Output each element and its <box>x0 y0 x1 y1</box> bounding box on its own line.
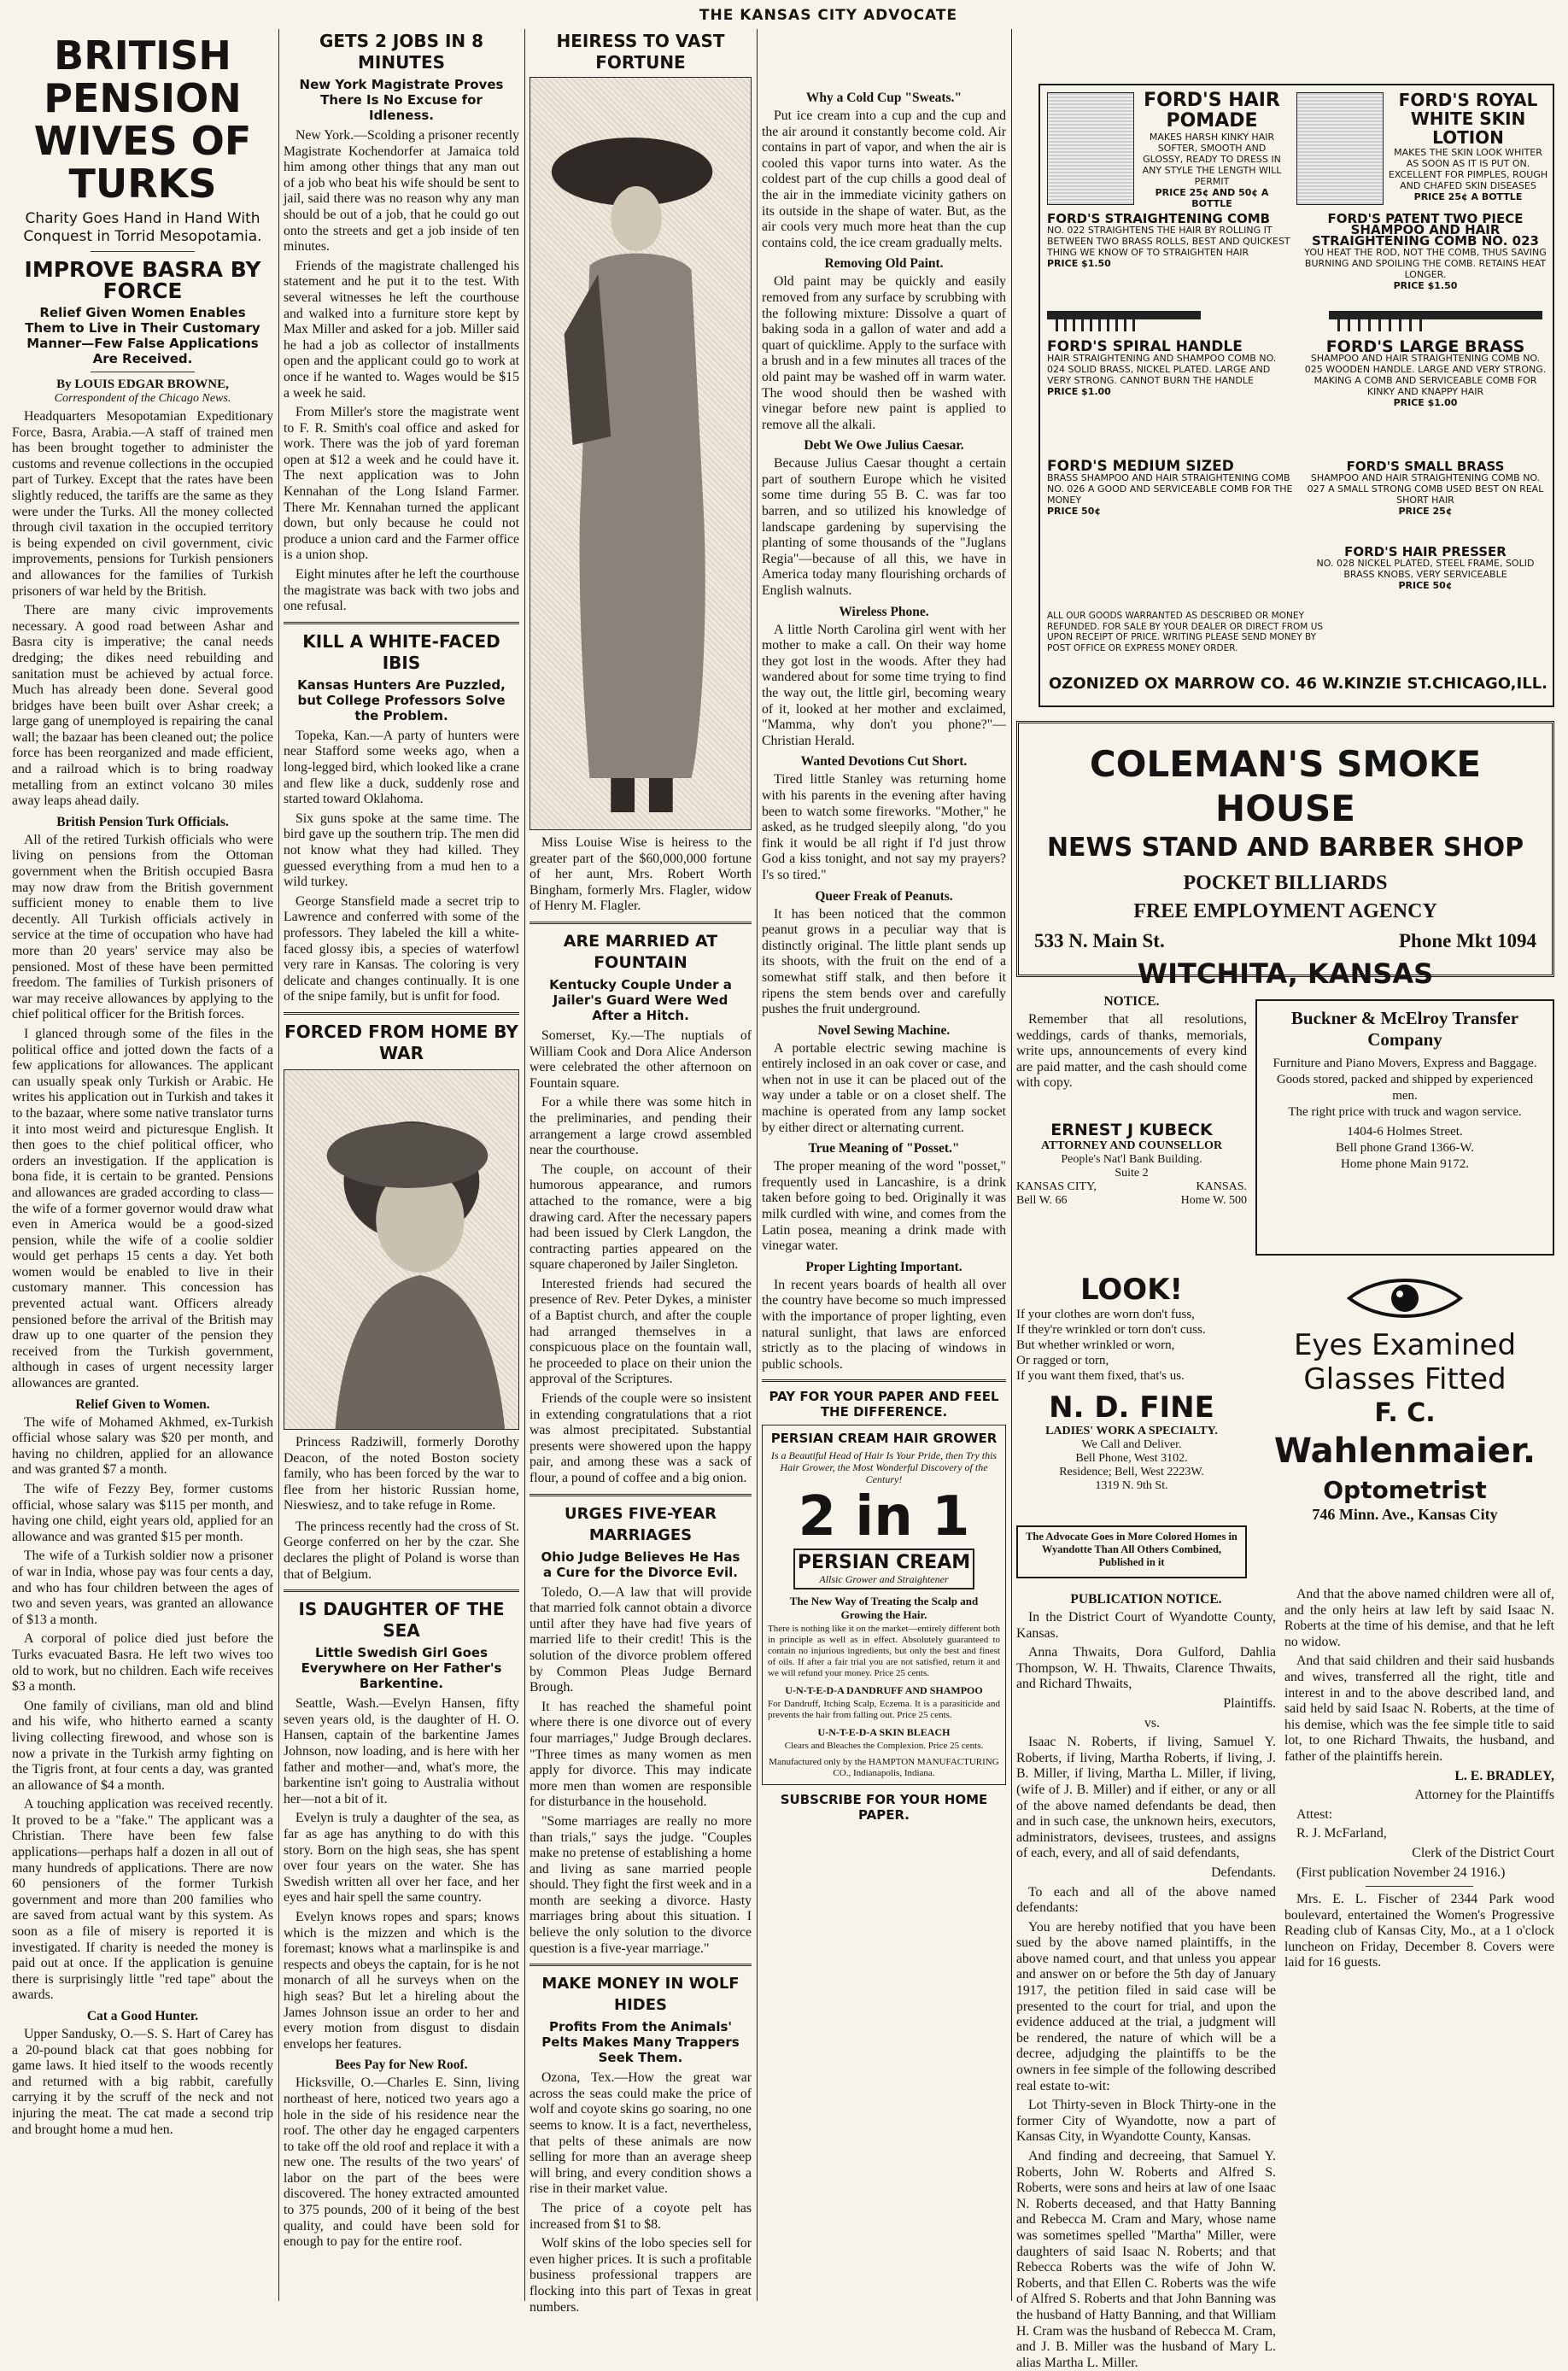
look-line: Or ragged or torn, <box>1016 1354 1109 1367</box>
ad-item-body: For Dandruff, Itching Scalp, Eczema. It is a parasiticide and prevents the hair from falling out. Price 25 cents. <box>768 1699 1000 1721</box>
fords-comb-price: PRICE $1.50 <box>1047 258 1111 269</box>
headline-british-pension: BRITISH PENSION WIVES OF TURKS <box>33 32 252 207</box>
fords-patent-desc: YOU HEAT THE ROD, NOT THE COMB, THUS SAVING BURNING AND SPOILING THE COMB. RETAINS HEAT LONGER. <box>1304 247 1547 280</box>
fords-presser-price: PRICE 50¢ <box>1398 580 1453 591</box>
paragraph: A portable electric sewing machine is entirely inclosed in an oak cover or case, and when not in use it can be placed out of the way under a table or on a closet shelf. The machine is operated from any lamp socket by either direct or alternating current. <box>762 1040 1006 1135</box>
paragraph: Headquarters Mesopotamian Expeditionary Force, Basra, Arabia.—A staff of trained men has been brought together to administer the customs and revenue collections in the occupied part of Turkey. Except that the rates have been slightly reduced, the tariffs are the same as they were under the Turks. All the money collected through civil taxation in the occupied territory is being expended on civil government, civic improvements, pensions for Turkish pensioners and allowances for the families of Turkish prisoners of war held by the British. <box>12 409 273 599</box>
colemans-line4: FREE EMPLOYMENT AGENCY <box>1133 900 1437 922</box>
publication-notice-cont <box>1284 1587 1554 2284</box>
deck: Relief Given Women Enables Them to Live in Their Customary Manner—Few False Applications Are Received. <box>25 305 260 366</box>
headline-wolf-hides: MAKE MONEY IN WOLF HIDES <box>541 1975 740 2015</box>
paragraph: Six guns spoke at the same time. The bird gave up the southern trip. The men did not know what they had killed. They guessed everything from a mud hen to a wild turkey. <box>284 811 519 890</box>
paragraph: It has reached the shameful point where there is one divorce out of every four marriages," Judge Brough declares. "Three times as many women as men apply for divorce. This may indicate more men than women are responsible for disturbance in the household. <box>529 1699 752 1810</box>
kubeck-state: KANSAS. <box>1196 1180 1247 1193</box>
comb-icon <box>1047 299 1549 333</box>
photo-princess-radziwill <box>284 1069 519 1430</box>
colemans-line3: POCKET BILLIARDS <box>1183 872 1388 894</box>
notice-body: Remember that all resolutions, weddings, cards of thanks, memorials, write ups, announcements of every kind are paid matter, and the cash should come with copy. <box>1016 1012 1247 1091</box>
paragraph: From Miller's store the magistrate went to F. R. Smith's coal office and asked for work. There was the job of yard foreman open at $12 a week and he could have it. The next application was to John Kennahan of the Long Island Farmer. There Mr. Kennahan turned the applicant down, but only because he could not produce a union card and the Farmer office is a union shop. <box>284 405 519 563</box>
portrait-illustration <box>530 78 751 829</box>
look-line: If you want them fixed, that's us. <box>1016 1369 1185 1383</box>
fords-medium-title: FORD'S MEDIUM SIZED <box>1047 458 1234 475</box>
headline-gets-2-jobs: GETS 2 JOBS IN 8 MINUTES <box>319 31 484 73</box>
paragraph: Somerset, Ky.—The nuptials of William Cook and Dora Alice Anderson were celebrated the other afternoon on Fountain square. <box>529 1027 752 1091</box>
eyes-name: Wahlenmaier. <box>1273 1431 1536 1471</box>
subhead: Why a Cold Cup "Sweats." <box>805 91 962 105</box>
divider <box>762 1379 1006 1382</box>
fords-ad <box>1039 84 1554 707</box>
pub-court: In the District Court of Wyandotte County, Kansas. <box>1016 1610 1276 1641</box>
fords-small-price: PRICE 25¢ <box>1398 506 1453 517</box>
ad-title: PERSIAN CREAM HAIR GROWER <box>770 1431 998 1447</box>
fords-presser-desc: NO. 028 NICKEL PLATED, STEEL FRAME, SOLID BRASS KNOBS, VERY SERVICEABLE <box>1316 558 1535 580</box>
paragraph: Evelyn is truly a daughter of the sea, as far as age has anything to do with this story. Born on the high seas, she has spent over four years on the water. She has Swedish written all over her face, and her eyes and hair spell the same country. <box>284 1811 519 1906</box>
subhead: British Pension Turk Officials. <box>56 814 229 829</box>
fords-presser <box>1302 544 1549 591</box>
ad-logo: PERSIAN CREAM <box>797 1552 971 1574</box>
kubeck-phone-row <box>1016 1194 1247 1208</box>
paragraph: Tired little Stanley was returning home with his parents in the evening after having been to watch some fireworks. "Mother," he asked, as he trudged sleepily along, "do you fink it would be all right if I'd just throw God a kiss tonight, and not say my prayers? I's so tired." <box>762 772 1006 882</box>
paragraph: Put ice cream into a cup and the cup and the air around it constantly become cold. Air contains in part of vapor, and when the air is cooled this vapor turns into water. As the coldest part of the cup chills a good deal of the air in the immediate vicinity gathers on its outside in the shape of water. But, as the air cools very much more heat than the cup contains cold, the ice cream gradually melts. <box>762 108 1006 250</box>
notice-title: NOTICE. <box>1103 994 1160 1009</box>
kubeck-bldg: People's Nat'l Bank Building. <box>1061 1153 1202 1166</box>
column-4 <box>762 29 1006 2306</box>
paragraph: A touching application was received recently. It proved to be a "fake." The applicant was a Christian. There have been few false applications—perhaps half a dozen in all out of many hundreds of applications. There are now 60 pensioners of the former Turkish government and more than 200 families who are saved from actual want by this system. As soon as a file of misery is reported it is investigated. If charity is needed the money is paid out at once. If the application is genuine there is surprisingly little "red tape" about the awards. <box>12 1797 273 2003</box>
fords-spiral-desc: HAIR STRAIGHTENING AND SHAMPOO COMB NO. 024 SOLID BRASS, NICKEL PLATED. LARGE AND VERY STRONG. CANNOT BURN THE HANDLE <box>1047 353 1277 386</box>
deck: New York Magistrate Proves There Is No Excuse for Idleness. <box>299 77 504 123</box>
subhead: True Meaning of "Posset." <box>808 1141 960 1156</box>
photo-louise-wise <box>529 77 752 830</box>
fords-patent-comb <box>1302 211 1549 291</box>
headline-married-at-fountain: ARE MARRIED AT FOUNTAIN <box>563 931 718 972</box>
pub-title: PUBLICATION NOTICE. <box>1070 1592 1222 1607</box>
fords-large-desc: SHAMPOO AND HAIR STRAIGHTENING COMB NO. 025 WOODEN HANDLE. LARGE AND VERY STRONG. MAKING A COMB AND SERVICEABLE COMB FOR KINKY AND KNAPPY HAIR <box>1304 353 1547 397</box>
fords-small-brass <box>1302 461 1549 517</box>
deck: Kentucky Couple Under a Jailer's Guard Were Wed After a Hitch. <box>549 976 732 1023</box>
pub-attest: Attest: <box>1296 1806 1333 1822</box>
paragraph: Because Julius Caesar thought a certain part of southern Europe which he visited some time during 55 B. C. was far too barren, and so utilized his knowledge of landscape gardening by supervising the planting of some thousands of the "Juglans Regia"—because of all this, we have in America today many flourishing orchards of English walnuts. <box>762 456 1006 599</box>
paragraph: There are many civic improvements necessary. A good road between Ashar and Basra city is imperative; the canal needs dredging; the dikes need rebuilding and sanitation must be achieved by actual force. Much has already been done. Several good bridges have been built over Ashar creek; a large gang of unemployed is repairing the canal wall; the bazaar has been cleaned out; the police force has been reorganized and made efficient, and a railroad which is to bring roadway metalling from an extinct volcano 30 miles away leaps ahead daily. <box>12 603 273 809</box>
buckner-line: Goods stored, packed and shipped by experienced men. <box>1276 1073 1534 1103</box>
fords-lotion-price: PRICE 25¢ A BOTTLE <box>1413 191 1523 202</box>
paragraph: The couple, on account of their humorous appearance, and rumors attached to the romance, were a big drawing card. After the necessary papers had been issued by Clerk Langdon, the contracting parties appeared on the square chaperoned by Jailer Singleton. <box>529 1162 752 1273</box>
look-title: LOOK! <box>1079 1273 1184 1307</box>
deck: Little Swedish Girl Goes Everywhere on Her Father's Barkentine. <box>301 1645 502 1692</box>
paragraph: The princess recently had the cross of St. George conferred on her by the czar. She declares the plight of Poland is worse than that of Belgium. <box>284 1519 519 1582</box>
pub-clerk2: Clerk of the District Court <box>1412 1845 1554 1860</box>
fords-pomade-title: FORD'S HAIR POMADE <box>1144 90 1280 132</box>
pub-sig: L. E. BRADLEY, <box>1454 1768 1554 1783</box>
ad-logo-box <box>793 1548 974 1589</box>
ad-item-body: Clears and Bleaches the Complexion. Price 25 cents. <box>784 1741 984 1752</box>
kubeck-suite: Suite 2 <box>1115 1167 1149 1180</box>
paragraph: Seattle, Wash.—Evelyn Hansen, fifty seven years old, is the daughter of H. O. Hansen, captain of the barkentine James Johnson, now loading, and is here with her father and mother—and, what's more, the barkentine isn't going to Australia without her—not a bit of it. <box>284 1696 519 1806</box>
divider <box>284 1589 519 1592</box>
fords-lotion-desc: MAKES THE SKIN LOOK WHITER AS SOON AS IT IS PUT ON. EXCELLENT FOR PIMPLES, ROUGH AND CHAFED SKIN DISEASES <box>1388 147 1548 191</box>
byline: By LOUIS EDGAR BROWNE, <box>56 378 229 391</box>
colemans-line2: NEWS STAND AND BARBER SHOP <box>1046 833 1524 863</box>
paragraph: I glanced through some of the files in the political office and jotted down the facts of a few applications for allowances. The applicant can usually speak only Turkish or Arabic. He writes his application out in Turkish and takes it to the bazaar, where some native translator turns it into most weird and picturesque English. It then goes to the chief political officer, who orders an investigation. If the application is bona fide, it is certain to be granted. Pensions and allowances are graded according to class—the wife of a former governor would draw what even in America would be a good-sized pension, while the wife of a coolie soldier would get perhaps 15 cents a day. Yet both women would be enabled to live in their customary manner. This concession has prevented actual want. Officers already pensioned before the arrival of the British may draw up to one quarter of the pension they received from the Turkish government, although in cases of urgent necessity larger allowances are granted. <box>12 1026 273 1391</box>
pub-defendants-list: Isaac N. Roberts, if living, Samuel Y. Roberts, if living, Martha Roberts, if living, J. B. Miller, if living, Martha L. Miller, if living, (wife of J. B. Miller) and if either, or any or all of the above named defendants be dead, then and in such case, the unknown heirs, executors, administrators, devisees, trustees, and assigns of each, every, and all of said defendants, <box>1016 1735 1276 1861</box>
kubeck-name: ERNEST J KUBECK <box>1050 1121 1213 1139</box>
buckner-address: 1404-6 Holmes Street. <box>1347 1125 1463 1139</box>
paragraph: The price of a coyote pelt has increased from $1 to $8. <box>529 2201 752 2232</box>
colemans-address: 533 N. Main St. <box>1034 930 1165 951</box>
subhead: Cat a Good Hunter. <box>86 2009 199 2023</box>
fine-name: N. D. FINE <box>1049 1390 1214 1425</box>
paragraph: The proper meaning of the word "posset," frequently used in Lancashire, is a drink taken before going to bed. Originally it was milk curdled with wine, and comes from the Latin posea, meaning a drink made with vinegar water. <box>762 1159 1006 1254</box>
fords-medium-desc: BRASS SHAMPOO AND HAIR STRAIGHTENING COMB NO. 026 A GOOD AND SERVICEABLE COMB FOR THE MONEY <box>1047 472 1293 506</box>
column-rule <box>757 29 758 2301</box>
paragraph: A little North Carolina girl went with her mother to make a call. On their way home they got lost in the woods. After they had wandered about for some time trying to find the way out, the little girl, becoming weary of it, looked at her mother and exclaimed, "Mamma, why don't you phone?"—Christian Herald. <box>762 622 1006 748</box>
fords-straightening-comb <box>1047 211 1295 269</box>
paragraph: The wife of Fezzy Bey, former customs official, whose salary was $115 per month, and having one child, eight years old, applied for an allowance and was granted $15 per month. <box>12 1482 273 1544</box>
buckner-line: The right price with truck and wagon service. <box>1288 1105 1522 1119</box>
paragraph: The wife of a Turkish soldier now a prisoner of war in India, whose pay was four cents a day, and who has four children between the ages of two and seven years, was granted an allowance of $13 a month. <box>12 1548 273 1627</box>
ad-big-2in1: 2 in 1 <box>798 1485 970 1549</box>
buckner-name: Buckner & McElroy Transfer Company <box>1290 1008 1519 1050</box>
headline-five-year-marriages: URGES FIVE-YEAR MARRIAGES <box>565 1504 717 1544</box>
paragraph: Wolf skins of the lobo species sell for even higher prices. It is such a profitable business professional trappers are flocking into this part of Texas in great numbers. <box>529 2236 752 2315</box>
buckner-line: Furniture and Piano Movers, Express and Baggage. <box>1273 1057 1537 1070</box>
publication-notice <box>1016 1587 1276 2370</box>
fine-residence: Residence; Bell, West 2223W. <box>1059 1466 1204 1478</box>
kubeck-home: Home W. 500 <box>1180 1194 1247 1207</box>
pub-body: And that said children and their said husbands and wives, transferred all the right, title and interest in and to the above described land, and said held by said Isaac N. Roberts, at the time of his demise, which was the fee simple title to said lot, to one Richard Thwaits, the husband, and father of the plaintiffs herein. <box>1284 1654 1554 1764</box>
fords-small-title: FORD'S SMALL BRASS <box>1346 459 1505 474</box>
kubeck-city-row <box>1016 1180 1247 1194</box>
ad-maker: Manufactured only by the HAMPTON MANUFACTURING CO., Indianapolis, Indiana. <box>769 1757 999 1779</box>
ad-line: The New Way of Treating the Scalp and Growing the Hair. <box>789 1595 979 1622</box>
pub-social: Mrs. E. L. Fischer of 2344 Park wood boulevard, entertained the Women's Progressive Reading club of Kansas City, Mo., at a 1 o'clock luncheon on Friday, December 8. Covers were laid for 16 guests. <box>1284 1892 1554 1970</box>
pub-sig2: Attorney for the Plaintiffs <box>1414 1788 1554 1803</box>
paragraph: One family of civilians, man old and blind and his wife, who hitherto earned a scanty living collecting firewood, and whose son is now a private in the Turkish army fighting on the Tigris front, at four cents a day, was granted an allowance of $4 a month. <box>12 1698 273 1793</box>
pub-body: Lot Thirty-seven in Block Thirty-one in the former City of Wyandotte, now a part of Kansas City, in Wyandotte County, Kansas. <box>1016 2098 1276 2145</box>
eyes-line: Glasses Fitted <box>1303 1362 1507 1396</box>
subhead: Wireless Phone. <box>839 604 929 619</box>
byline-affiliation: Correspondent of the Chicago News. <box>54 392 231 405</box>
headline-daughter-of-sea: IS DAUGHTER OF THE SEA <box>298 1599 505 1642</box>
column-rule <box>278 29 279 2301</box>
photo-caption: Princess Radziwill, formerly Dorothy Deacon, of the noted Boston society family, who has been forced by the war to flee from her historic Russian home, Nieswiesz, and to take refuge in Rome. <box>284 1434 519 1513</box>
fords-lotion-title: FORD'S ROYAL WHITE SKIN LOTION <box>1398 90 1538 148</box>
eyes-initials: F. C. <box>1374 1398 1436 1428</box>
buckner-ad <box>1255 999 1554 1256</box>
paragraph: Ozona, Tex.—How the great war across the seas could make the price of wolf and coyote skins go soaring, no one seems to know. It is a fact, nevertheless, that pelts of these animals are now selling for more than an average sheep will bring, and every condition shows a rise in their market value. <box>529 2070 752 2197</box>
masthead: THE KANSAS CITY ADVOCATE <box>699 7 958 24</box>
paragraph: All of the retired Turkish officials who were living on pensions from the Ottoman government when the British occupied Basra may now draw from the British government sufficient money to enable them to live decently. All Turkish officials actively in service at the time of occupation who have had more than 20 years' service may also be pensioned. Most of these have been permitted freedom. The families of Turkish prisoners of war may receive allowances by applying to the chief political officer for the British forces. <box>12 832 273 1022</box>
paragraph: Hicksville, O.—Charles E. Sinn, living northeast of here, noticed two years ago a hole in the side of his residence near the roof. The other day he engaged carpenters to take off the old roof and replace it with a new one. The results of the two years' of labor on the part of the bees were discovered. The honey extracted amounted to 375 pounds, 200 of it being of the best quality, and could have been sold for enough to pay for the entire roof. <box>284 2075 519 2250</box>
paragraph: Friends of the magistrate challenged his statement and he put it to the test. With several witnesses he left the courthouse and walked into a furniture store kept by Max Miller and asked for a job. Miller said he had a job as collector of installments open and the applicant could go to work at once if he wanted to. Wages would be $15 a week he said. <box>284 258 519 401</box>
subscribe-banner: SUBSCRIBE FOR YOUR HOME PAPER. <box>780 1792 988 1824</box>
pub-defendants: Defendants. <box>1211 1865 1276 1880</box>
ad-item: U-N-T-E-D-A SKIN BLEACH <box>817 1726 951 1739</box>
deck: Ohio Judge Believes He Has a Cure for the Divorce Evil. <box>541 1548 740 1580</box>
paragraph: Old paint may be quickly and easily removed from any surface by scrubbing with the following mixture: Dissolve a quart of baking soda in a gallon of water and add a quart of quicklime. Apply to the surface with a brush and in a few minutes all traces of the old paint may be washed off in warm water. The wood should then be washed with vinegar before new paint is applied to remove all the alkali. <box>762 274 1006 432</box>
kubeck-title: ATTORNEY AND COUNSELLOR <box>1040 1139 1223 1152</box>
eyes-address: 746 Minn. Ave., Kansas City <box>1312 1506 1498 1523</box>
divider <box>91 251 195 252</box>
eye-icon <box>1345 1273 1465 1324</box>
kubeck-card <box>1016 1121 1247 1208</box>
pay-banner: PAY FOR YOUR PAPER AND FEEL THE DIFFERENCE. <box>769 1389 999 1420</box>
subhead: Novel Sewing Machine. <box>817 1022 951 1038</box>
pub-parties: Anna Thwaits, Dora Gulford, Dahlia Thompson, W. H. Thwaits, Clarence Thwaits, and Richard Thwaits, <box>1016 1645 1276 1692</box>
advocate-box: The Advocate Goes in More Colored Homes in Wyandotte Than All Others Combined, Published in it <box>1016 1525 1247 1578</box>
fords-lotion <box>1387 91 1549 202</box>
colemans-ad <box>1016 721 1554 990</box>
headline-improve-basra: IMPROVE BASRA BY FORCE <box>24 257 261 303</box>
eyes-title: Optometrist <box>1323 1476 1487 1504</box>
pub-body: And finding and decreeing, that Samuel Y. Roberts, John W. Roberts and Alfred S. Roberts, were sons and heirs at law of one Isaac N. Roberts deceased, and that Hatty Banning and Rebecca M. Cram and Mary, whose name was sometimes spelled "Martha" Miller, were daughters of said Isaac N. Roberts; and that Rebecca Roberts was the wife of John W. Roberts, and that Ellen C. Roberts was the wife of Alfred S. Roberts and that John Banning was the husband of Hatty Banning, and that William H. Cram was the husband of Rebecca M. Cram, and J. B. Miller was the husband of Mary L. alias Martha L. Miller. <box>1016 2149 1276 2370</box>
subhead: Relief Given to Women. <box>75 1396 210 1412</box>
ad-item: U-N-T-E-D-A DANDRUFF AND SHAMPOO <box>785 1684 983 1697</box>
column-rule <box>524 29 525 2301</box>
pub-plaintiffs: Plaintiffs. <box>1223 1695 1276 1711</box>
buckner-home: Home phone Main 9172. <box>1341 1157 1469 1171</box>
fords-spiral-title: FORD'S SPIRAL HANDLE <box>1047 338 1243 355</box>
optometrist-ad <box>1255 1273 1554 1524</box>
subhead: Bees Pay for New Roof. <box>335 2058 468 2073</box>
paragraph: George Stansfield made a secret trip to Lawrence and conferred with some of the professors. They labeled the kill a white-faced glossy ibis, a species of waterfowl very rare in Kansas. The coloring is very delicate and changes continually. It is one of the snipe family, but is unfit for food. <box>284 893 519 1004</box>
fords-spiral-comb <box>1047 338 1295 397</box>
colemans-title: COLEMAN'S SMOKE HOUSE <box>1089 743 1482 829</box>
subhead: Proper Lighting Important. <box>805 1259 962 1274</box>
paragraph: It has been noticed that the common peanut grows in a peculiar way that is distinctly original. The little plant sends up its shoots, with the fruit on the end of a somewhat stiff stalk, and then before it ripens the stem bends over and carefully pushes the fruit underground. <box>762 906 1006 1017</box>
paragraph: "Some marriages are really no more than trials," says the judge. "Couples make no pretense of establishing a home and living as sane married people should. They fight the first week and in a month are seeking a divorce. Hasty marriages bring about this situation. I believe the only solution to the divorce question is a five-year marriage." <box>529 1813 752 1956</box>
paragraph: Interested friends had secured the presence of Rev. Peter Dykes, a minister of a Baptist church, and after the couple had arranged themselves in a conspicuous place on the fountain wall, he proceeded to place on their union the approval of the Scriptures. <box>529 1276 752 1387</box>
buckner-bell: Bell phone Grand 1366-W. <box>1336 1141 1474 1155</box>
paragraph: New York.—Scolding a prisoner recently Magistrate Kochendorfer at Jamaica told him among other things that any man out of a job who beat his wife should be sent to jail, said there was no reason why any man should be out of a job, that he could go out onto the streets and get a job inside of ten minutes. <box>284 128 519 255</box>
ad-subtitle: Is a Beautiful Head of Hair Is Your Pride, then Try this Hair Grower, the Most Wonderful Discovery of the Century! <box>770 1449 998 1486</box>
subhead: Debt We Owe Julius Caesar. <box>804 438 964 454</box>
fords-pomade-desc: MAKES HARSH KINKY HAIR SOFTER, SMOOTH AND GLOSSY, READY TO DRESS IN ANY STYLE THE LENGTH WILL PERMIT <box>1142 132 1282 187</box>
deck: Profits From the Animals' Pelts Makes Many Trappers Seek Them. <box>541 2019 740 2066</box>
colemans-phone: Phone Mkt 1094 <box>1399 930 1536 951</box>
kubeck-bell: Bell W. 66 <box>1016 1194 1068 1207</box>
photo-caption: Miss Louise Wise is heiress to the greater part of the $60,000,000 fortune of her aunt, Mrs. Robert Worth Bingham, formerly Mrs. Flagler, widow of Henry M. Flagler. <box>529 835 752 914</box>
fords-comb-desc: NO. 022 STRAIGHTENS THE HAIR BY ROLLING IT BETWEEN TWO BRASS ROLLS, BEST AND QUICKEST THING WE KNOW OF TO STRAIGHTEN HAIR <box>1047 225 1290 258</box>
fine-spec: LADIES' WORK A SPECIALTY. <box>1045 1425 1218 1437</box>
column-2 <box>284 29 519 2306</box>
paragraph: Eight minutes after he left the courthouse the magistrate was back with two jobs and one refusal. <box>284 567 519 614</box>
subhead: Removing Old Paint. <box>824 256 944 272</box>
paragraph: For a while there was some hitch in the preliminaries, and pending their arrangement a large crowd assembled near the courthouse. <box>529 1095 752 1158</box>
ad-body: There is nothing like it on the market—entirely different both in principle as well as in effect. Absolutely guaranteed to contain no injurious ingredients, but only the best and finest of oils. If after a fair trial you are not satisfied, return it and we will refund your money. Price 25 cents. <box>768 1624 1000 1679</box>
colemans-city: WITCHITA, KANSAS <box>1137 957 1434 990</box>
look-line: If your clothes are worn don't fuss, <box>1016 1308 1195 1321</box>
pub-clerk: R. J. McFarland, <box>1296 1826 1387 1841</box>
fords-large-price: PRICE $1.00 <box>1393 397 1458 408</box>
look-line: If they're wrinkled or torn don't cuss. <box>1016 1323 1206 1337</box>
divider <box>284 622 519 624</box>
fords-patent-price: PRICE $1.50 <box>1393 280 1458 291</box>
paragraph: A corporal of police died just before the Turks evacuated Basra. He left two wives too old to work, but no children. Each wife receives $3 a month. <box>12 1631 273 1695</box>
fords-pomade <box>1139 91 1284 209</box>
notice <box>1016 989 1247 1095</box>
kubeck-city: KANSAS CITY, <box>1016 1180 1097 1193</box>
subhead: Wanted Devotions Cut Short. <box>800 754 968 770</box>
pub-body: You are hereby notified that you have been sued by the above named plaintiffs, in the above named court, and that unless you appear and answer on or before the 5th day of January 1917, the petition filed in said case will be presented to the court for trial, and upon the evidence adduced at the trial, a judgment will be rendered, the nature of which will be a decree, adjudging the plaintiffs to be the owners in fee simple of the following described real estate to-wit: <box>1016 1919 1276 2093</box>
look-line: But whether wrinkled or worn, <box>1016 1338 1175 1352</box>
paragraph: Friends of the couple were so insistent in extending congratulations that a riot was almost precipitated. Substantial presents were showered upon the happy pair, and among these was a sack of flour, a pound of coffee and a big onion. <box>529 1391 752 1485</box>
fine-bell: Bell Phone, West 3102. <box>1075 1452 1188 1465</box>
paragraph: The wife of Mohamed Akhmed, ex-Turkish official whose salary was $20 per month, and having no children, applied for an allowance and was granted $7 a month. <box>12 1414 273 1478</box>
divider <box>529 1494 752 1496</box>
fords-large-brass <box>1302 337 1549 408</box>
fords-spiral-price: PRICE $1.00 <box>1047 386 1111 397</box>
fords-pomade-price: PRICE 25¢ AND 50¢ A BOTTLE <box>1155 187 1269 209</box>
deck: Kansas Hunters Are Puzzled, but College Professors Solve the Problem. <box>297 676 506 723</box>
paragraph: Toledo, O.—A law that will provide that married folk cannot obtain a divorce until after they have had five years of married life to their credit! This is the solution of the divorce problem offered by Common Pleas Judge Bernard Brough. <box>529 1584 752 1695</box>
column-rule <box>1011 29 1012 2301</box>
pub-vs: vs. <box>1144 1715 1160 1730</box>
fine-deliver: We Call and Deliver. <box>1081 1438 1182 1451</box>
column-3 <box>529 29 752 2315</box>
deck: Charity Goes Hand in Hand With Conquest in Torrid Mesopotamia. <box>23 210 262 245</box>
persian-cream-ad <box>762 1425 1006 1785</box>
fine-address: 1319 N. 9th St. <box>1095 1479 1168 1492</box>
ad-logo-sub: Allsic Grower and Straightener <box>819 1573 949 1586</box>
fords-medium-comb <box>1047 458 1295 517</box>
headline-heiress: HEIRESS TO VAST FORTUNE <box>556 31 725 73</box>
fords-footer-text: ALL OUR GOODS WARRANTED AS DESCRIBED OR MONEY REFUNDED. FOR SALE BY YOUR DEALER OR DIRECT FROM US UPON RECEIPT OF PRICE. WRITING PLEASE SEND MONEY BY POST OFFICE OR EXPRESS MONEY ORDER. <box>1047 611 1324 653</box>
divider <box>529 922 752 924</box>
headline-white-faced-ibis: KILL A WHITE-FACED IBIS <box>302 630 500 673</box>
fords-small-desc: SHAMPOO AND HAIR STRAIGHTENING COMB NO. 027 A SMALL STRONG COMB USED BEST ON REAL SHORT HAIR <box>1307 472 1544 506</box>
look-ad <box>1016 1273 1247 1493</box>
divider <box>284 1012 519 1015</box>
fords-comb-title: FORD'S STRAIGHTENING COMB <box>1047 211 1271 226</box>
pub-body: To each and all of the above named defendants: <box>1016 1884 1276 1916</box>
paragraph: In recent years boards of health all over the country have become so much impressed with the importance of proper lighting, even natural sunlight, that laws are enforced strictly as to the placing of windows in public schools. <box>762 1277 1006 1372</box>
pomade-can-icon <box>1047 92 1134 205</box>
pub-first: (First publication November 24 1916.) <box>1296 1865 1506 1880</box>
colemans-contact-row <box>1034 930 1536 952</box>
divider <box>529 1964 752 1966</box>
paragraph: Topeka, Kan.—A party of hunters were near Stafford some weeks ago, when a long-legged bird, which looked like a crane and flew like a duck, suddenly rose and started toward Oklahoma. <box>284 728 519 807</box>
fords-large-title: FORD'S LARGE BRASS <box>1325 337 1525 356</box>
headline-forced-from-home: FORCED FROM HOME BY WAR <box>284 1021 518 1063</box>
divider <box>1366 1886 1473 1887</box>
fords-presser-title: FORD'S HAIR PRESSER <box>1344 544 1507 559</box>
paragraph: Upper Sandusky, O.—S. S. Hart of Carey has a 20-pound black cat that goes nobbing for game laws. It hied itself to the woods recently and returned with a big rabbit, carefully carrying it by the scruff of the neck and not injuring the meat. The cat made a second trip and brought home a mud hen. <box>12 2027 273 2137</box>
paragraph: Evelyn knows ropes and spars; knows which is the mizzen and which is the foremast; knows what a marlinspike is and respects and obeys the captain, for is he not monarch of all he surveys when on the high seas? But let a hireling about the James Johnson issue an order to her and every motion from disgust to disdain envelops her features. <box>284 1909 519 2052</box>
column-1 <box>12 29 273 2306</box>
fords-company: OZONIZED OX MARROW CO. 46 W.KINZIE ST.CHICAGO,ILL. <box>1049 675 1548 693</box>
lotion-bottle-icon <box>1296 92 1384 205</box>
portrait-illustration <box>284 1070 518 1429</box>
fords-patent-title: FORD'S PATENT TWO PIECE SHAMPOO AND HAIR STRAIGHTENING COMB NO. 023 <box>1312 211 1539 249</box>
subhead: Queer Freak of Peanuts. <box>815 888 953 904</box>
fords-medium-price: PRICE 50¢ <box>1047 506 1102 517</box>
eyes-line: Eyes Examined <box>1293 1328 1517 1362</box>
pub-body: And that the above named children were all of, and the only heirs at law left by said Isaac N. Roberts at the time of his demise, and that he left no widow. <box>1284 1587 1554 1649</box>
